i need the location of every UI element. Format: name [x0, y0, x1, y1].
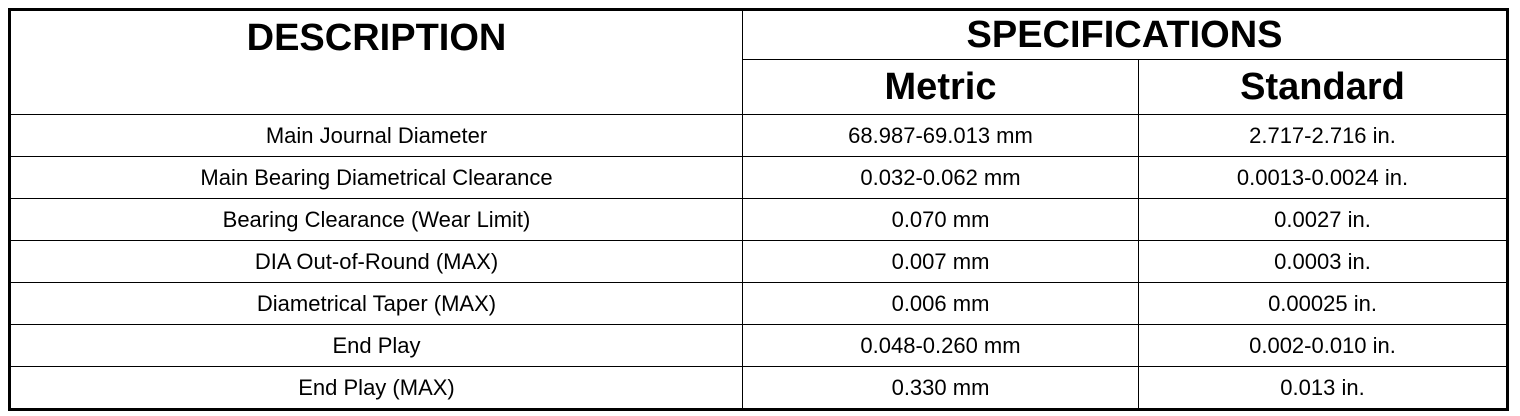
standard-cell: 0.00025 in.: [1139, 283, 1508, 325]
standard-header: Standard: [1139, 60, 1508, 115]
specification-table: [8, 8, 1509, 411]
description-cell: DIA Out-of-Round (MAX): [10, 241, 743, 283]
metric-cell: 0.007 mm: [743, 241, 1139, 283]
table-row: [10, 199, 1508, 241]
metric-cell: 0.032-0.062 mm: [743, 157, 1139, 199]
metric-header: Metric: [743, 60, 1139, 115]
description-cell: Main Bearing Diametrical Clearance: [10, 157, 743, 199]
standard-cell: 0.0003 in.: [1139, 241, 1508, 283]
standard-cell: 2.717-2.716 in.: [1139, 115, 1508, 157]
standard-cell: 0.0013-0.0024 in.: [1139, 157, 1508, 199]
table-header: [10, 10, 1508, 115]
description-cell: End Play (MAX): [10, 367, 743, 410]
description-cell: Diametrical Taper (MAX): [10, 283, 743, 325]
table-body: [10, 115, 1508, 410]
metric-cell: 0.070 mm: [743, 199, 1139, 241]
table-row: [10, 367, 1508, 410]
standard-cell: 0.002-0.010 in.: [1139, 325, 1508, 367]
header-row-top: [10, 10, 1508, 60]
metric-cell: 0.006 mm: [743, 283, 1139, 325]
table-row: [10, 325, 1508, 367]
standard-cell: 0.0027 in.: [1139, 199, 1508, 241]
table-row: [10, 115, 1508, 157]
table-row: [10, 157, 1508, 199]
table-row: [10, 241, 1508, 283]
specifications-header: SPECIFICATIONS: [743, 10, 1508, 60]
table-row: [10, 283, 1508, 325]
description-cell: Bearing Clearance (Wear Limit): [10, 199, 743, 241]
description-cell: Main Journal Diameter: [10, 115, 743, 157]
metric-cell: 68.987-69.013 mm: [743, 115, 1139, 157]
metric-cell: 0.048-0.260 mm: [743, 325, 1139, 367]
metric-cell: 0.330 mm: [743, 367, 1139, 410]
description-cell: End Play: [10, 325, 743, 367]
description-header: DESCRIPTION: [10, 10, 743, 115]
standard-cell: 0.013 in.: [1139, 367, 1508, 410]
